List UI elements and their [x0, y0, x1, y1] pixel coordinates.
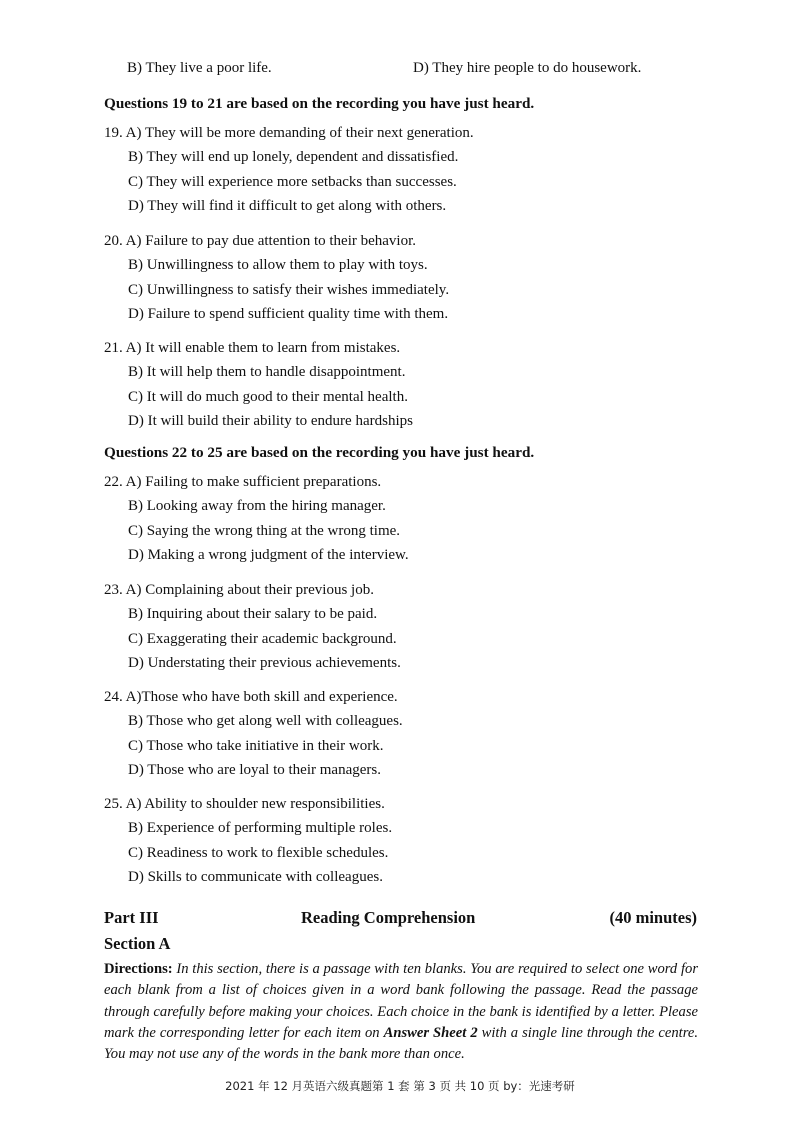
- option-c: C) It will do much good to their mental health.: [128, 388, 408, 405]
- option-c: C) Exaggerating their academic background.: [128, 630, 397, 647]
- group-header-19-21: Questions 19 to 21 are based on the recording you have just heard.: [104, 95, 535, 112]
- option-c: C) Readiness to work to flexible schedules.: [128, 844, 389, 861]
- option-a: 24. A)Those who have both skill and experience.: [104, 689, 398, 705]
- option-a: 23. A) Complaining about their previous job.: [104, 582, 374, 598]
- answer-sheet-ref: Answer Sheet 2: [383, 1024, 478, 1041]
- option-b: B) Those who get along well with colleagues.: [128, 713, 403, 730]
- option-d: D) Making a wrong judgment of the interview.: [128, 546, 409, 563]
- option-b: B) Looking away from the hiring manager.: [128, 498, 386, 515]
- option-c: C) Those who take initiative in their work.: [128, 737, 384, 754]
- option-d: D) Understating their previous achievements.: [128, 654, 401, 671]
- page-footer: 2021 年 12 月英语六级真题第 1 套 第 3 页 共 10 页 by：光速考研: [225, 1079, 575, 1093]
- option-c: C) Unwillingness to satisfy their wishes immediately.: [128, 281, 450, 298]
- option-c: C) Saying the wrong thing at the wrong time.: [128, 522, 401, 539]
- part-time: (40 minutes): [609, 908, 697, 927]
- option-b: B) Experience of performing multiple roles.: [128, 820, 393, 837]
- option-a: 20. A) Failure to pay due attention to their behavior.: [104, 233, 417, 249]
- question-19: [104, 121, 474, 218]
- option-d: D) They hire people to do housework.: [413, 60, 642, 76]
- directions-text-2: with a single line through the centre. You may not use any of the words in the bank more than once.: [104, 1024, 698, 1063]
- part-heading: [104, 908, 697, 930]
- option-b: B) Inquiring about their salary to be paid.: [128, 606, 378, 623]
- option-a: 25. A) Ability to shoulder new responsibilities.: [104, 796, 385, 812]
- option-d: D) Those who are loyal to their managers.: [128, 761, 381, 778]
- option-a: 19. A) They will be more demanding of their next generation.: [104, 125, 474, 141]
- question-21: [104, 336, 413, 433]
- question-25: [104, 792, 392, 889]
- directions-text-1: In this section, there is a passage with ten blanks. You are required to select one word for each blank from a list of choices given in a word bank following the passage. Read the passage through carefully before making your choices. Each choice in the bank is identified by a letter. Please mark the corresponding letter for each item on: [104, 961, 698, 1041]
- section-heading: Section A: [104, 934, 171, 953]
- option-a: 21. A) It will enable them to learn from mistakes.: [104, 340, 401, 356]
- question-24: [104, 685, 403, 782]
- directions-paragraph: [104, 959, 698, 1065]
- option-d: D) It will build their ability to endure hardships: [128, 412, 413, 429]
- option-b: B) They live a poor life.: [127, 60, 272, 76]
- option-c: C) They will experience more setbacks than successes.: [128, 173, 457, 190]
- directions-label: Directions:: [104, 961, 173, 977]
- question-22: [104, 470, 409, 567]
- question-20: [104, 229, 449, 326]
- question-23: [104, 578, 401, 675]
- option-d: D) Skills to communicate with colleagues.: [128, 868, 383, 885]
- group-header-22-25: Questions 22 to 25 are based on the recording you have just heard.: [104, 444, 535, 461]
- option-b: B) They will end up lonely, dependent and dissatisfied.: [128, 149, 459, 166]
- option-d: D) They will find it difficult to get along with others.: [128, 197, 447, 214]
- part-title: Reading Comprehension: [301, 908, 476, 927]
- part-name: Part III: [104, 908, 159, 927]
- previous-question-options: [127, 60, 727, 82]
- option-b: B) Unwillingness to allow them to play with toys.: [128, 257, 428, 274]
- option-b: B) It will help them to handle disappointment.: [128, 364, 406, 381]
- option-a: 22. A) Failing to make sufficient preparations.: [104, 474, 382, 490]
- option-d: D) Failure to spend sufficient quality time with them.: [128, 305, 449, 322]
